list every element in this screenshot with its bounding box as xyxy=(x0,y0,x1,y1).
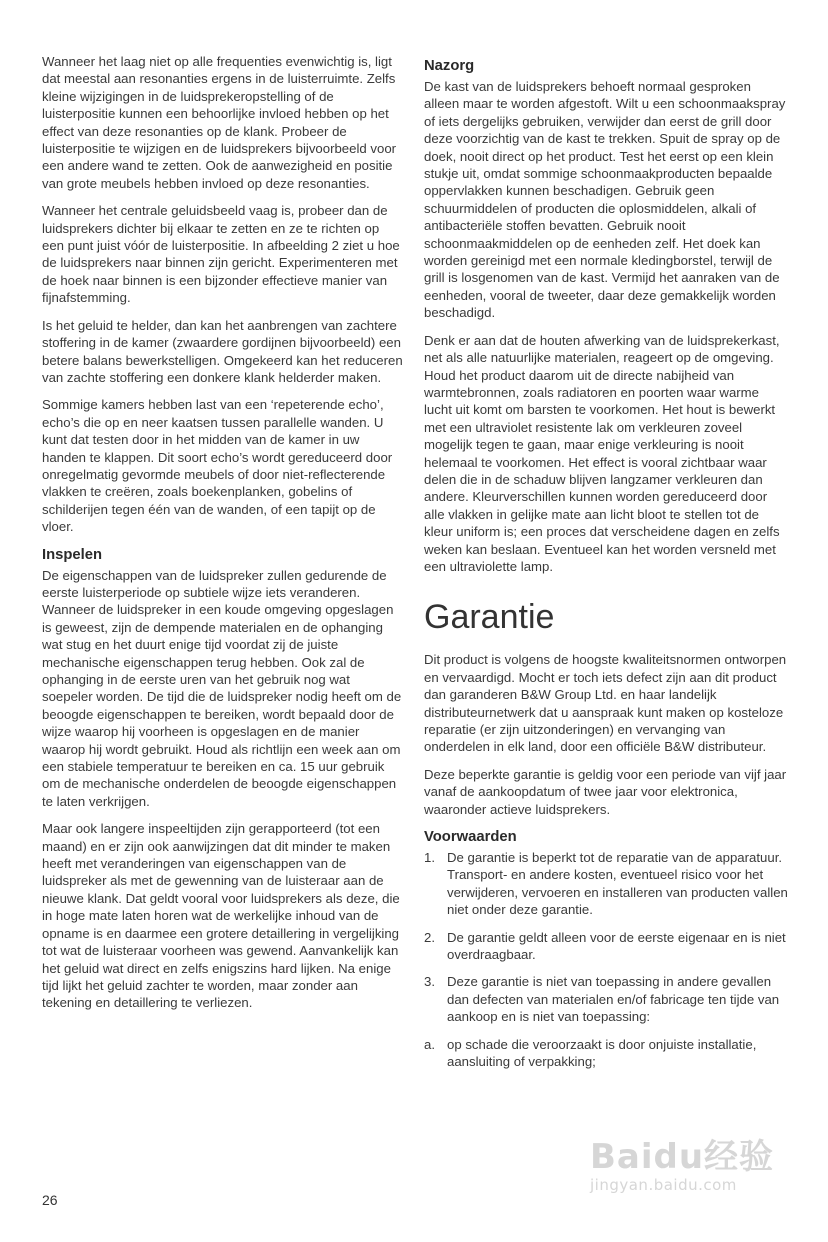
list-item-text: De garantie is beperkt tot de reparatie van de apparatuur. Transport- en andere kosten, eventueel risico voor het verwijderen, vervoeren en installeren van producten vallen niet onder deze garantie. xyxy=(447,850,788,918)
list-item xyxy=(424,849,789,919)
right-column xyxy=(424,53,789,1081)
page-number: 26 xyxy=(42,1192,58,1208)
watermark-url: jingyan.baidu.com xyxy=(590,1176,737,1194)
list-item-number: a. xyxy=(424,1036,435,1052)
heading-voorwaarden: Voorwaarden xyxy=(424,829,517,846)
paragraph-nazorg-2: Denk er aan dat de houten afwerking van de luidsprekerkast, net als alle natuurlijke materialen, reageert op de omgeving. Houd het product daarom uit de directe nabijheid van warmtebronnen, zoals radiatoren en poorten waar warme lucht uit komt om barsten te voorkomen. Het hout is bewerkt met een ultraviolet resistente lak om verkleuren zoveel mogelijk tegen te gaan, maar enige verkleuring is nooit helemaal te voorkomen. Het effect is vooral zichtbaar waar delen die in de schaduw blijven langzamer verkleuren dan andere. Kleurverschillen kunnen worden gereduceerd door alle vlakken in gelijke mate aan licht bloot te stellen tot de kleur uniform is; een proces dat verscheidene dagen en zelfs weken kan beslaan. Eventueel kan het worden versneld met een ultraviolette lamp. xyxy=(424,332,780,574)
paragraph-inspelen-1: De eigenschappen van de luidspreker zullen gedurende de eerste luisterperiode op subtiele wijze iets veranderen. Wanneer de luidspreker in een koude omgeving opgeslagen is geweest, zijn de dempende materialen en de ophanging wat stug en het duurt enige tijd voordat zij de juiste mechanische eigenschappen terug hebben. Ook zal de ophanging in de eerste uren van het gebruik nog wat soepeler worden. De tijd die de luidspreker nodig heeft om de beoogde eigenschappen te bereiken, wordt bepaald door de wijze waarop hij voorheen is opgeslagen en de manier waarop hij wordt gebruikt. Houd als richtlijn een week aan om een stabiele temperatuur te bereiken en ca. 15 uur gebruik om de mechanische onderdelen de beoogde eigenschappen te laten verkrijgen. xyxy=(42,567,402,809)
paragraph-garantie-1: Dit product is volgens de hoogste kwaliteitsnormen ontworpen en vervaardigd. Mocht er toch iets defect zijn aan dit product dan garanderen B&W Group Ltd. en haar landelijk distributeurnetwerk dat u aanspraak kunt maken op kosteloze reparatie (er zijn uitzonderingen) en vervanging van onderdelen in elk land, door een officiële B&W distributeur. xyxy=(424,652,787,755)
list-item-text: De garantie geldt alleen voor de eerste eigenaar en is niet overdraagbaar. xyxy=(447,929,786,963)
list-item-number: 3. xyxy=(424,974,435,990)
paragraph-bright-sound: Is het geluid te helder, dan kan het aanbrengen van zachtere stoffering in de kamer (zwaardere gordijnen bijvoorbeeld) een betere balans bewerkstelligen. Omgekeerd kan het reduceren van zachte stoffering een donkere klank helderder maken. xyxy=(42,317,403,385)
paragraph-nazorg-1: De kast van de luidsprekers behoeft normaal gesproken alleen maar te worden afgestoft. Wilt u een schoonmaakspray of iets dergelijks gebruiken, verwijder dan eerst de grill door deze voorzichtig van de kast te trekken. Spuit de spray op de doek, nooit direct op het product. Test het eerst op een klein stukje uit, omdat sommige schoonmaakproducten bepaalde oppervlakken kunnen beschadigen. Gebruik geen schuurmiddelen of producten die oplosmiddelen, alkali of antibacteriële stoffen bevatten. Gebruik nooit schoonmaakmiddelen op de eenheden zelf. Het doek kan worden gereinigd met een normale kledingborstel, terwijl de grill is losgenomen van de kast. Vermijd het aanraken van de eenheden, vooral de tweeter, daar deze gemakkelijk worden beschadigd. xyxy=(424,79,786,321)
baidu-watermark xyxy=(590,1138,790,1208)
list-item xyxy=(424,1036,789,1071)
list-item-text: op schade die veroorzaakt is door onjuiste installatie, aansluiting of verpakking; xyxy=(447,1036,757,1070)
watermark-logo: Baidu经验 xyxy=(590,1137,775,1177)
left-column xyxy=(42,53,404,1022)
paragraph-echo: Sommige kamers hebben last van een ‘repeterende echo’, echo’s die op en neer kaatsen tussen parallelle wanden. U kunt dat testen door in het midden van de kamer in uw handen te klappen. Dit soort echo’s wordt gereduceerd door onregelmatig gevormde meubels of door niet-reflecterende vlakken te creëren, zoals boekenplanken, gobelins of schilderijen tegen één van de wanden, of een tapijt op de vloer. xyxy=(42,397,393,535)
paragraph-bass-resonance: Wanneer het laag niet op alle frequenties evenwichtig is, ligt dat meestal aan resonanties ergens in de luisterruimte. Zelfs kleine wijzigingen in de luidsprekeropstelling of de luisterpositie kunnen een behoorlijke invloed hebben op het effect van deze resonanties op de klank. Probeer de luisterpositie te wijzigen en de luidsprekers bijvoorbeeld voor een andere wand te zetten. Ook de aanwezigheid en positie van grote meubels hebben invloed op deze resonanties. xyxy=(42,54,397,191)
paragraph-inspelen-2: Maar ook langere inspeeltijden zijn gerapporteerd (tot een maand) en er zijn ook aanwijzingen dat dit minder te maken heeft met veranderingen van eigenschappen van de luidspreker als met de gewenning van de luisteraar aan de nieuwe klank. Dat geldt vooral voor luidsprekers als deze, die in hoge mate laten horen wat de werkelijke inhoud van de opname is en daarmee een grotere detaillering in vergelijking tot wat de luisteraar voorheen was gewend. Aanvankelijk kan het geluid wat direct en zelfs enigszins hard lijken. Na enige tijd lijkt het geluid zachter te worden, maar zonder aan tekening en detaillering te verliezen. xyxy=(42,821,400,1011)
heading-nazorg: Nazorg xyxy=(424,58,475,74)
conditions-list xyxy=(424,849,789,1070)
list-item-number: 1. xyxy=(424,850,435,866)
list-item-number: 2. xyxy=(424,929,435,945)
paragraph-garantie-2: Deze beperkte garantie is geldig voor een periode van vijf jaar vanaf de aankoopdatum of twee jaar voor elektronica, waaronder actieve luidsprekers. xyxy=(424,766,787,817)
paragraph-central-image: Wanneer het centrale geluidsbeeld vaag is, probeer dan de luidsprekers dichter bij elkaar te zetten en ze te richten op een punt juist vóór de luisterpositie. In afbeelding 2 ziet u hoe de luidsprekers naar binnen zijn gericht. Experimenteren met de hoek naar binnen is een bijzonder effectieve manier van fijnafstemming. xyxy=(42,203,400,306)
list-item xyxy=(424,929,789,964)
list-item xyxy=(424,973,789,1025)
heading-garantie: Garantie xyxy=(424,598,555,637)
list-item-text: Deze garantie is niet van toepassing in andere gevallen dan defecten van materialen en/of fabricage ten tijde van aankoop en is niet van toepassing: xyxy=(447,974,780,1025)
heading-inspelen: Inspelen xyxy=(42,546,103,563)
